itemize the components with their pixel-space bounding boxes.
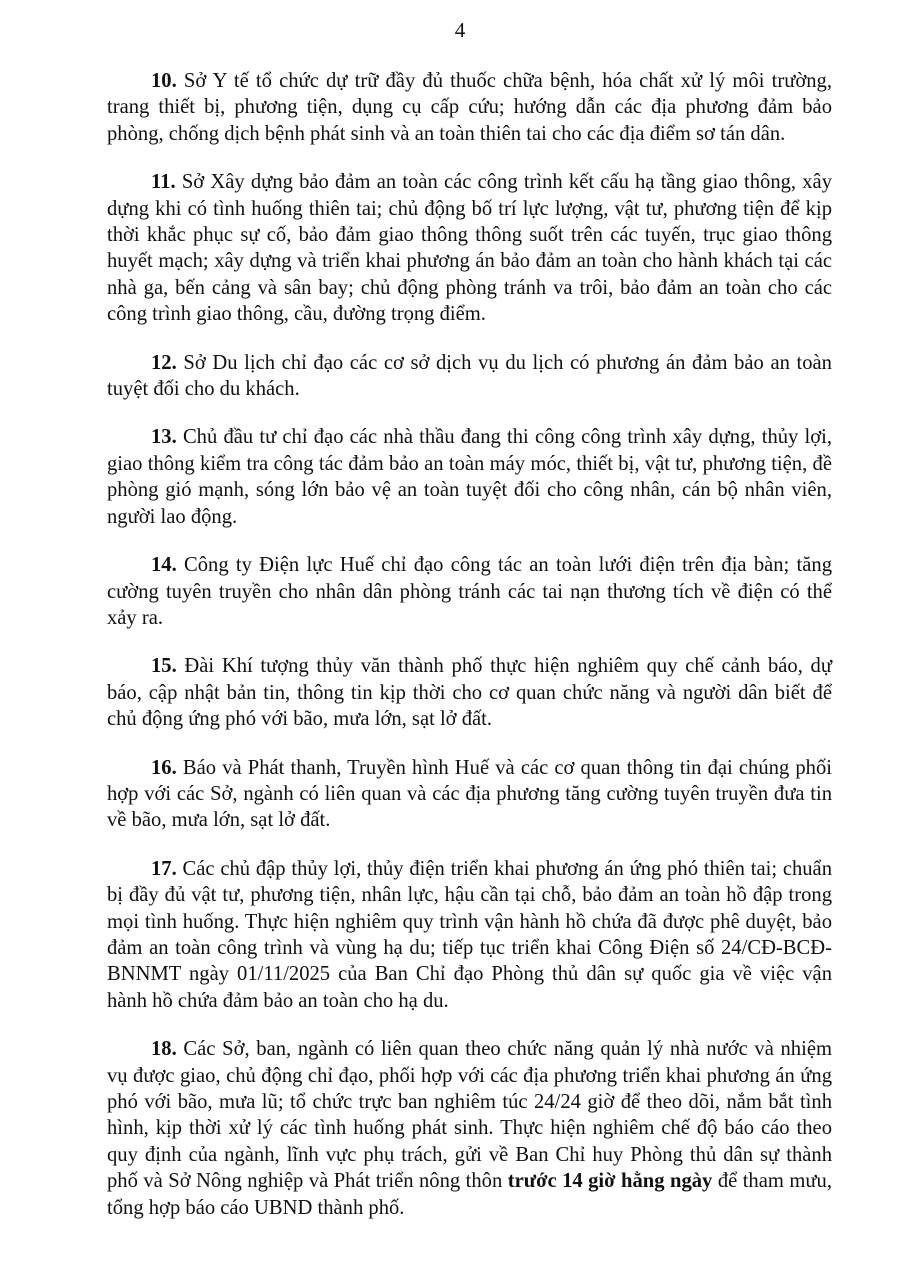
paragraph-number: 10. [151,70,177,92]
paragraph-text: Sở Xây dựng bảo đảm an toàn các công trình kết cấu hạ tầng giao thông, xây dựng khi có tình huống thiên tai; chủ động bố trí lực lượng, vật tư, phương tiện để kịp thời khắc phục sự cố, bảo đảm giao thông thông suốt trên các tuyến, trục giao thông huyết mạch; xây dựng và triển khai phương án bảo đảm an toàn cho hành khách tại các nhà ga, bến cảng và sân bay; chủ động phòng tránh va trôi, bảo đảm an toàn cho các công trình giao thông, cầu, đường trọng điểm. [107,171,832,326]
paragraph-text: Chủ đầu tư chỉ đạo các nhà thầu đang thi công công trình xây dựng, thủy lợi, giao thông kiểm tra công tác đảm bảo an toàn máy móc, thiết bị, vật tư, phương tiện, đề phòng gió mạnh, sóng lớn bảo vệ an toàn tuyệt đối cho công nhân, cán bộ nhân viên, người lao động. [107,426,832,528]
paragraph-text: Các Sở, ban, ngành có liên quan theo chức năng quản lý nhà nước và nhiệm vụ được giao, chủ động chỉ đạo, phối hợp với các địa phương triển khai phương án ứng phó với bão, mưa lũ; tổ chức trực ban nghiêm túc 24/24 giờ để theo dõi, nắm bắt tình hình, kịp thời xử lý các tình huống phát sinh. Thực hiện nghiêm chế độ báo cáo theo quy định của ngành, lĩnh vực phụ trách, gửi về Ban Chỉ huy Phòng thủ dân sự thành phố và Sở Nông nghiệp và Phát triển nông thôn [107,1038,832,1193]
paragraph-17 [107,856,832,1014]
paragraph-text: Đài Khí tượng thủy văn thành phố thực hiện nghiêm quy chế cảnh báo, dự báo, cập nhật bản tin, thông tin kịp thời cho cơ quan chức năng và người dân biết để chủ động ứng phó với bão, mưa lớn, sạt lở đất. [107,655,832,731]
paragraph-10 [107,68,832,147]
paragraph-text: Báo và Phát thanh, Truyền hình Huế và các cơ quan thông tin đại chúng phối hợp với các Sở, ngành có liên quan và các địa phương tăng cường tuyên truyền đưa tin về bão, mưa lớn, sạt lở đất. [107,756,832,832]
paragraph-13 [107,424,832,530]
paragraph-text: Công ty Điện lực Huế chỉ đạo công tác an toàn lưới điện trên địa bàn; tăng cường tuyên truyền cho nhân dân phòng tránh các tai nạn thương tích về điện có thể xảy ra. [107,554,832,629]
paragraph-number: 12. [151,351,177,374]
deadline-emphasis: trước 14 giờ hằng ngày [507,1170,713,1193]
paragraph-number: 16. [151,756,177,779]
paragraph-number: 17. [151,857,177,880]
page-number: 4 [454,18,466,42]
paragraph-number: 15. [151,655,177,678]
paragraph-11 [107,169,832,327]
paragraph-text: Sở Y tế tổ chức dự trữ đầy đủ thuốc chữa bệnh, hóa chất xử lý môi trường, trang thiết bị, phương tiện, dụng cụ cấp cứu; hướng dẫn các địa phương đảm bảo phòng, chống dịch bệnh phát sinh và an toàn thiên tai cho các địa điểm sơ tán dân. [107,70,832,145]
paragraph-12 [107,350,832,403]
paragraph-text: Các chủ đập thủy lợi, thủy điện triển khai phương án ứng phó thiên tai; chuẩn bị đầy đủ vật tư, phương tiện, nhân lực, hậu cần tại chỗ, bảo đảm an toàn hồ đập trong mọi tình huống. Thực hiện nghiêm quy trình vận hành hồ chứa đã được phê duyệt, bảo đảm an toàn công trình và vùng hạ du; tiếp tục triển khai Công Điện số 24/CĐ-BCĐ-BNNMT ngày 01/11/2025 của Ban Chỉ đạo Phòng thủ dân sự quốc gia về việc vận hành hồ chứa đảm bảo an toàn cho hạ du. [107,857,832,1012]
paragraph-number: 18. [151,1038,177,1061]
paragraph-14 [107,552,832,631]
paragraph-15 [107,653,832,732]
document-body [107,68,832,1243]
paragraph-text-end: để tham mưu, tổng hợp báo cáo UBND thành phố. [107,1170,832,1219]
paragraph-text: Sở Du lịch chỉ đạo các cơ sở dịch vụ du lịch có phương án đảm bảo an toàn tuyệt đối cho du khách. [107,351,832,401]
paragraph-number: 14. [151,554,177,577]
paragraph-number: 11. [151,171,176,194]
paragraph-18 [107,1036,832,1221]
paragraph-16 [107,755,832,834]
paragraph-number: 13. [151,426,177,449]
